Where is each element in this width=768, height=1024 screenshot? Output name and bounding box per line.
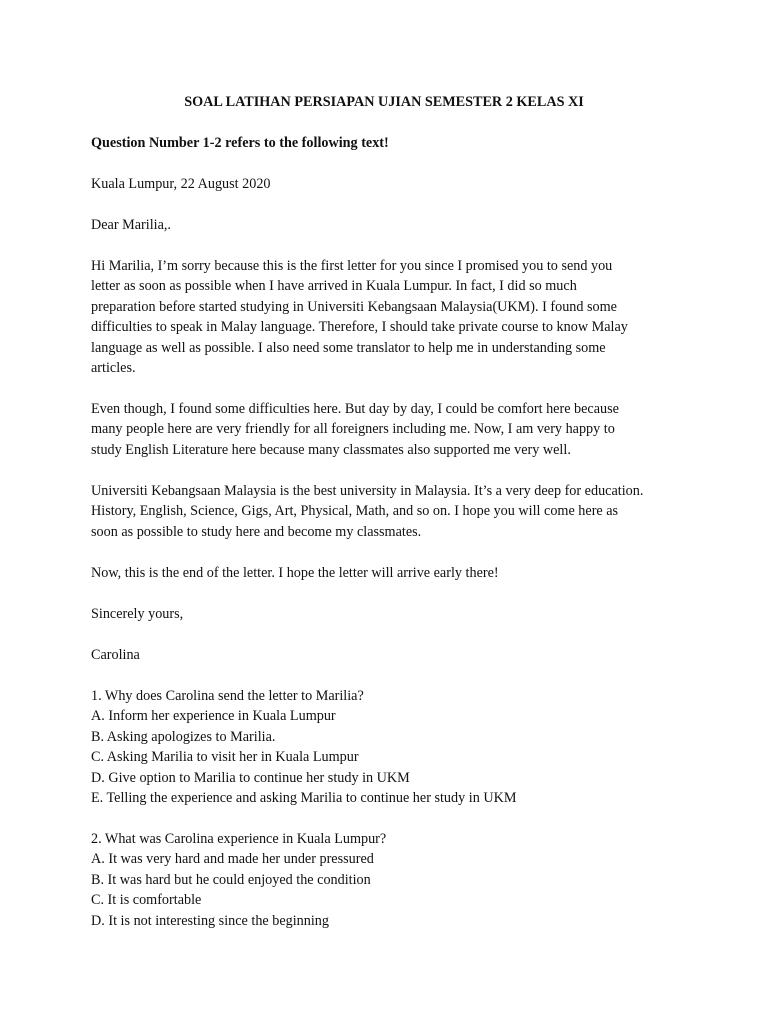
paragraph-line: History, English, Science, Gigs, Art, Physical, Math, and so on. I hope you will come here as	[91, 503, 619, 520]
question-text: 1. Why does Carolina send the letter to Marilia?	[91, 688, 364, 704]
paragraph-line: language as well as possible. I also need some translator to help me in understanding some	[91, 339, 606, 356]
answer-option-a: A. Inform her experience in Kuala Lumpur	[91, 708, 336, 725]
answer-option-c: C. It is comfortable	[91, 892, 202, 909]
answer-option-b: B. It was hard but he could enjoyed the condition	[91, 871, 371, 888]
paragraph-line: Universiti Kebangsaan Malaysia is the best university in Malaysia. It’s a very deep for education.	[91, 483, 644, 499]
answer-option-a: A. It was very hard and made her under pressured	[91, 851, 374, 868]
letter-paragraph-3	[91, 481, 691, 542]
letter-paragraph-4: Now, this is the end of the letter. I hope the letter will arrive early there!	[91, 565, 499, 581]
paragraph-line: Hi Marilia, I’m sorry because this is the first letter for you since I promised you to send you	[91, 258, 613, 274]
paragraph-line: articles.	[91, 360, 136, 377]
letter-greeting: Dear Marilia,.	[91, 217, 171, 233]
answer-option-c: C. Asking Marilia to visit her in Kuala Lumpur	[91, 749, 359, 766]
letter-closing: Sincerely yours,	[91, 606, 184, 622]
answer-option-d: D. Give option to Marilia to continue her study in UKM	[91, 769, 410, 786]
document-title: SOAL LATIHAN PERSIAPAN UJIAN SEMESTER 2 KELAS XI	[184, 94, 584, 110]
question-2	[91, 829, 691, 931]
paragraph-line: soon as possible to study here and become my classmates.	[91, 523, 422, 540]
letter-signature: Carolina	[91, 647, 140, 663]
answer-option-b: B. Asking apologizes to Marilia.	[91, 728, 276, 745]
letter-paragraph-2	[91, 399, 691, 460]
paragraph-line: difficulties to speak in Malay language. Therefore, I should take private course to know Malay	[91, 319, 628, 336]
paragraph-line: study English Literature here because many classmates also supported me very well.	[91, 441, 571, 458]
paragraph-line: many people here are very friendly for all foreigners including me. Now, I am very happy to	[91, 421, 615, 438]
question-text: 2. What was Carolina experience in Kuala Lumpur?	[91, 831, 387, 847]
paragraph-line: preparation before started studying in Universiti Kebangsaan Malaysia(UKM). I found some	[91, 298, 617, 315]
letter-paragraph-1	[91, 256, 691, 378]
answer-option-e: E. Telling the experience and asking Marilia to continue her study in UKM	[91, 790, 517, 807]
question-1	[91, 686, 691, 808]
answer-option-d: D. It is not interesting since the beginning	[91, 912, 329, 929]
instruction-text: Question Number 1-2 refers to the following text!	[91, 135, 389, 151]
paragraph-line: Even though, I found some difficulties here. But day by day, I could be comfort here because	[91, 401, 619, 417]
paragraph-line: letter as soon as possible when I have arrived in Kuala Lumpur. In fact, I did so much	[91, 278, 577, 295]
letter-place-date: Kuala Lumpur, 22 August 2020	[91, 176, 271, 192]
